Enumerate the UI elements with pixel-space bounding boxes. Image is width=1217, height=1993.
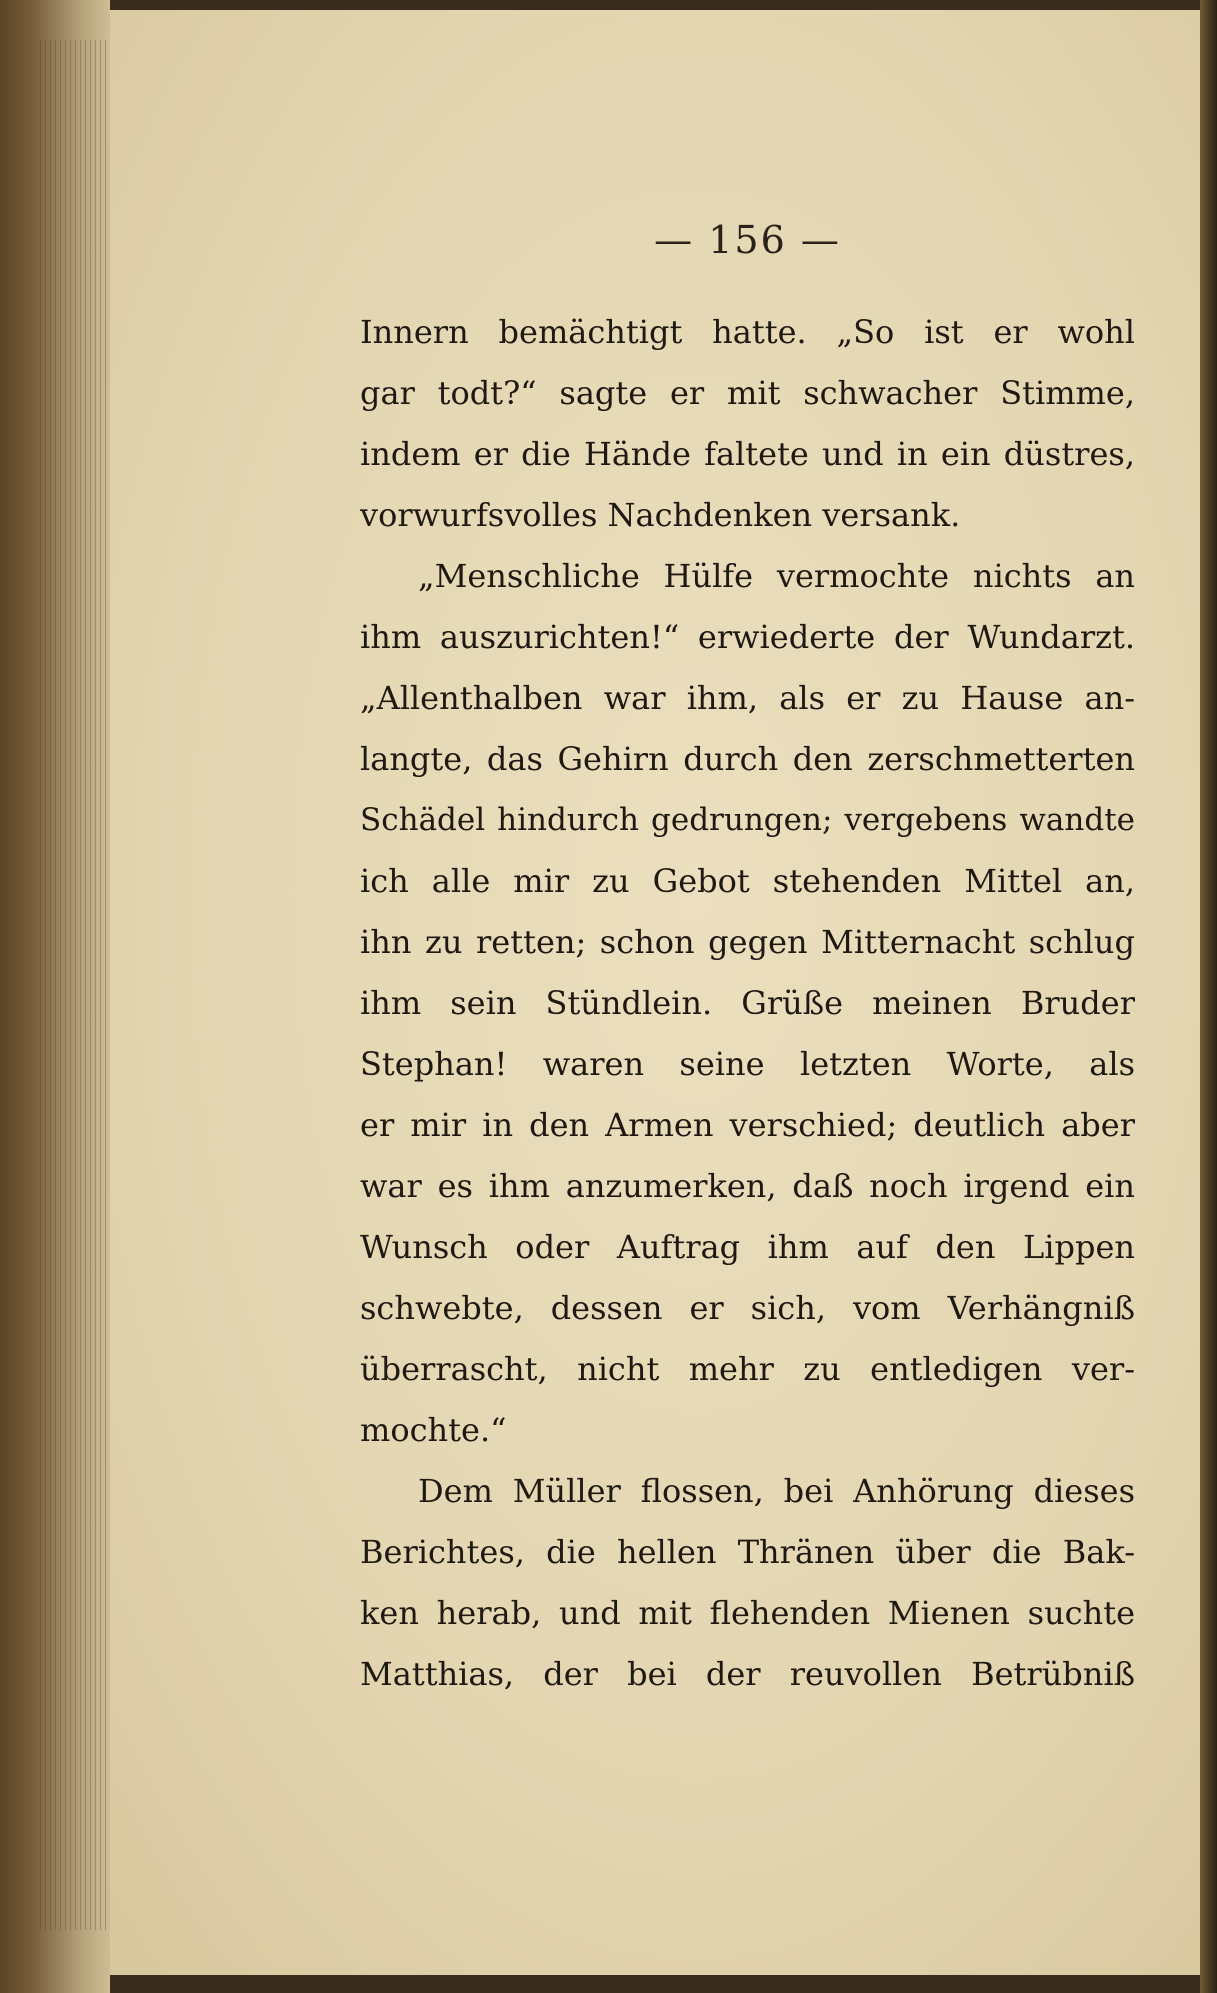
body-text <box>360 302 1135 1705</box>
text-line: mochte.“ <box>360 1411 507 1449</box>
text-line: er mir in den Armen verschied; deutlich aber <box>360 1106 1135 1144</box>
text-line: Wunsch oder Auftrag ihm auf den Lippen <box>360 1228 1135 1266</box>
text-line: Schädel hindurch gedrungen; vergebens wandte <box>360 802 1135 838</box>
text-line: Berichtes, die hellen Thränen über die Bak- <box>360 1533 1135 1571</box>
text-line: war es ihm anzumerken, daß noch irgend ein <box>360 1167 1135 1205</box>
text-line: ken herab, und mit flehenden Mienen suchte <box>360 1594 1135 1632</box>
text-line: vorwurfsvolles Nachdenken versank. <box>360 496 961 534</box>
text-line: ihn zu retten; schon gegen Mitternacht schlug <box>360 923 1135 961</box>
text-line: Matthias, der bei der reuvollen Betrübniß <box>360 1655 1135 1693</box>
page-edge-stack <box>0 0 110 1993</box>
text-line: ihm auszurichten!“ erwiederte der Wundarzt. <box>360 618 1135 656</box>
text-line: gar todt?“ sagte er mit schwacher Stimme, <box>360 374 1135 412</box>
text-line: indem er die Hände faltete und in ein düstres, <box>360 435 1135 473</box>
text-line: Stephan! waren seine letzten Worte, als <box>360 1045 1135 1083</box>
text-line: Dem Müller flossen, bei Anhörung dieses <box>418 1472 1135 1510</box>
page-edge-lines <box>40 40 110 1930</box>
text-line: überrascht, nicht mehr zu entledigen ver- <box>360 1350 1135 1388</box>
text-line: Innern bemächtigt hatte. „So ist er wohl <box>360 313 1135 351</box>
text-line: langte, das Gehirn durch den zerschmetterten <box>360 740 1135 778</box>
text-line: schwebte, dessen er sich, vom Verhängniß <box>360 1289 1135 1327</box>
text-line: ihm sein Stündlein. Grüße meinen Bruder <box>360 984 1135 1022</box>
book-right-edge <box>1200 0 1217 1993</box>
text-line: „Menschliche Hülfe vermochte nichts an <box>418 557 1135 595</box>
page-number: — 156 — <box>654 218 841 262</box>
text-line: „Allenthalben war ihm, als er zu Hause an- <box>360 679 1135 717</box>
text-line: ich alle mir zu Gebot stehenden Mittel an, <box>360 862 1135 900</box>
